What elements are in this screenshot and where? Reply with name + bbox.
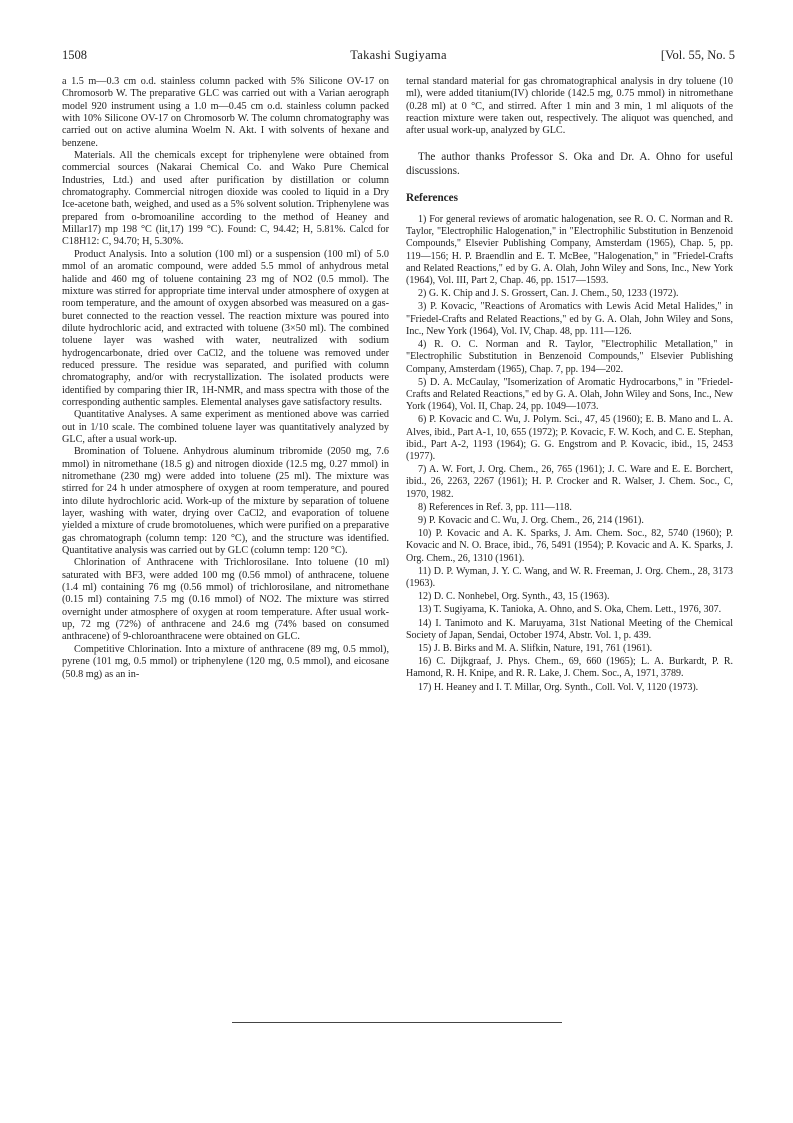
- paragraph-bromination: Bromination of Toluene. Anhydrous aluminum tribromide (2050 mg, 7.6 mmol) in nitromethane (18.5 g) and nitrogen dioxide (12.5 mg, 0.27 mmol) in nitromethane (230 mg) were added into toluene (25 ml). The mixture was stirred for 24 h under atmosphere of oxygen at room temperature, and poured into dilute hydrochloric acid. Work-up of the mixture by separation of toluene layer, washing with water, drying over CaCl2, and evaporation of toluene yielded a mixture of crude bromotoluenes, which were purified on a preparative gas chromatograph (column temp: 120 °C), and the structure was identified. Quantitative analysis was carried out by GLC (column temp: 120 °C).: [62, 446, 389, 557]
- paragraph-materials: Materials. All the chemicals except for triphenylene were obtained from commercial sources (Nakarai Chemical Co. and Wako Pure Chemical Industries, Ltd.) and used after purification by distillation or column chromatography. Commercial nitrogen dioxide was cooled to liquid in a Dry Ice-acetone bath, weighed, and used as a 5% solvent solution. Triphenylene was prepared from o-bromoaniline according to the method of Heaney and Millar17) mp 198 °C (lit,17) 199 °C). Found: C, 94.42; H, 5.81%. Calcd for C18H12: C, 94.70; H, 5.30%.: [62, 150, 389, 248]
- paragraph-competitive-chlorination: Competitive Chlorination. Into a mixture of anthracene (89 mg, 0.5 mmol), pyrene (101 mg, 0.5 mmol) or triphenylene (120 mg, 0.5 mmol), and eicosane (50.8 mg) as an in-: [62, 643, 389, 680]
- paragraph-product-analysis: Product Analysis. Into a solution (100 ml) or a suspension (100 ml) of 5.0 mmol of an aromatic compound, were added 5.5 mmol of anhydrous metal halide and 460 mg of toluene containing 23 mg of NO2 (0.5 mmol). The mixture was stirred for appropriate time interval under atmosphere of oxygen at room temperature, and the amount of oxygen absorbed was measured on a gas-buret connected to the reaction vessel. The reaction mixture was poured into dilute hydrochloric acid, and extracted with toluene (3×50 ml). The combined toluene layer was washed with water, neutralized with sodium hydrogencarbonate, dried over CaCl2, and the toluene was removed under reduced pressure. The residue was separated, and purified with column chromatography, and/or with recrystallization. The isolated products were identified by comparing thier IR, 1H-NMR, and mass spectra with those of the corresponding authentic samples. Elemental analyses gave satisfactory results.: [62, 248, 389, 408]
- reference-item: 16) C. Dijkgraaf, J. Phys. Chem., 69, 660 (1965); L. A. Burkardt, P. R. Hamond, R. H. Knipe, and R. R. Lake, J. Chem. Soc., A, 1971, 3789.: [406, 656, 733, 680]
- reference-item: 12) D. C. Nonhebel, Org. Synth., 43, 15 (1963).: [418, 591, 610, 603]
- reference-item: 15) J. B. Birks and M. A. Slifkin, Nature, 191, 761 (1961).: [418, 642, 653, 654]
- left-column: [62, 76, 389, 681]
- end-rule: [232, 1022, 562, 1023]
- acknowledgment: The author thanks Professor S. Oka and Dr. A. Ohno for useful discussions.: [406, 150, 733, 177]
- reference-item: 6) P. Kovacic and C. Wu, J. Polym. Sci., 47, 45 (1960); E. B. Mano and L. A. Alves, ibid., Part A-1, 10, 655 (1972); P. Kovacic, F. W. Koch, and C. E. Stephan, ibid., Part A-2, 1193 (1964); G. G. Engstrom and P. Kovacic, ibid., 15, 2453 (1977).: [406, 414, 733, 462]
- right-column: [406, 76, 733, 695]
- reference-item: 9) P. Kovacic and C. Wu, J. Org. Chem., 26, 214 (1961).: [418, 514, 644, 526]
- reference-item: 10) P. Kovacic and A. K. Sparks, J. Am. Chem. Soc., 82, 5740 (1960); P. Kovacic and N. O. Brace, ibid., 76, 5491 (1954); P. Kovacic and A. K. Sparks, J. Org. Chem., 26, 1310 (1961).: [406, 528, 733, 564]
- paragraph-continued: ternal standard material for gas chromatographical analysis in dry toluene (10 ml), were added titanium(IV) chloride (142.5 mg, 0.75 mmol) in nitromethane (0.28 ml) at 0 °C, and stirred. After 1 min and 3 min, 1 ml aliquots of the reaction mixture were taken out, respectively. The aliquot was quenched, and after usual work-up, analyzed by GLC.: [406, 76, 733, 137]
- paragraph-apparatus: a 1.5 m—0.3 cm o.d. stainless column packed with 5% Silicone OV-17 on Chromosorb W. The preparative GLC was carried out with a Varian aerograph model 920 instrument using a 1.0 m—0.45 cm o.d. stainless column packed with 10% Silicone OV-17 on Chromosorb W. The column chromatography was carried out on active alumina Woelm N. Akt. I with solvents of hexane and benzene.: [62, 76, 389, 149]
- reference-item: 14) I. Tanimoto and K. Maruyama, 31st National Meeting of the Chemical Society of Japan, Sendai, October 1974, Abstr. Vol. 1, p. 439.: [406, 617, 733, 641]
- reference-item: 7) A. W. Fort, J. Org. Chem., 26, 765 (1961); J. C. Ware and E. E. Borchert, ibid., 26, 2263, 2267 (1961); H. P. Crocker and R. Walser, J. Chem. Soc., C, 1970, 1982.: [406, 464, 733, 500]
- running-header: [62, 48, 735, 68]
- reference-item: 2) G. K. Chip and J. S. Grossert, Can. J. Chem., 50, 1233 (1972).: [418, 288, 679, 300]
- running-author: Takashi Sugiyama: [350, 48, 447, 62]
- paragraph-quantitative-analyses: Quantitative Analyses. A same experiment as mentioned above was carried out in 1/10 scale. The combined toluene layer was quantitatively analyzed by GLC, after a usual work-up.: [62, 409, 389, 445]
- reference-item: 1) For general reviews of aromatic halogenation, see R. O. C. Norman and R. Taylor, "Electrophilic Halogenation," in "Electrophilic Substitution in Benzenoid Compounds," Elsevier Publishing Company, Amsterdam (1965), Chap. 5, pp. 119—156; H. P. Braendlin and E. T. McBee, "Halogenation," in "Friedel-Crafts and Related Reactions," ed by G. A. Olah, John Wiley and Sons, Inc., New York (1964), Vol. III, Part 2, Chap. 46, pp. 1517—1593.: [406, 214, 733, 287]
- reference-item: 3) P. Kovacic, "Reactions of Aromatics with Lewis Acid Metal Halides," in "Friedel-Crafts and Related Reactions," ed by G. A. Olah, John Wiley and Sons, Inc., New York (1964), Vol. IV, Chap. 48, pp. 111—126.: [406, 301, 733, 337]
- reference-item: 5) D. A. McCaulay, "Isomerization of Aromatic Hydrocarbons," in "Friedel-Crafts and Related Reactions," ed by G. A. Olah, John Wiley and Sons, Inc., New York (1964), Vol. II, Chap. 24, pp. 1049—1073.: [406, 376, 733, 413]
- reference-item: 13) T. Sugiyama, K. Tanioka, A. Ohno, and S. Oka, Chem. Lett., 1976, 307.: [418, 604, 722, 616]
- page-number: 1508: [62, 48, 87, 62]
- reference-item: 11) D. P. Wyman, J. Y. C. Wang, and W. R. Freeman, J. Org. Chem., 28, 3173 (1963).: [406, 565, 733, 589]
- reference-item: 4) R. O. C. Norman and R. Taylor, "Electrophilic Metallation," in "Electrophilic Substitution in Benzenoid Compounds," Elsevier Publishing Company, Amsterdam (1965), Chap. 7, pp. 194—202.: [406, 339, 733, 375]
- reference-item: 8) References in Ref. 3, pp. 111—118.: [418, 501, 572, 513]
- references-heading: References: [406, 191, 458, 204]
- reference-item: 17) H. Heaney and I. T. Millar, Org. Synth., Coll. Vol. V, 1120 (1973).: [418, 681, 699, 693]
- reference-list: [406, 214, 733, 694]
- paragraph-chlorination: Chlorination of Anthracene with Trichlorosilane. Into toluene (10 ml) saturated with BF3, were added 100 mg (0.56 mmol) of anthracene, toluene (1.4 ml) containing 76 mg (0.56 mmol) of trichlorosilane, and nitromethane (0.15 ml) containing 7.5 mg (0.16 mmol) of NO2. The mixture was stirred overnight under atmosphere of oxygen at room temperature. After usual work-up, 72 mg (72%) of anthracene and 24.6 mg (74% based on consumed anthracene) of 9-chloroanthracene were obtained on GLC.: [62, 557, 389, 643]
- volume-info: [Vol. 55, No. 5: [660, 48, 735, 62]
